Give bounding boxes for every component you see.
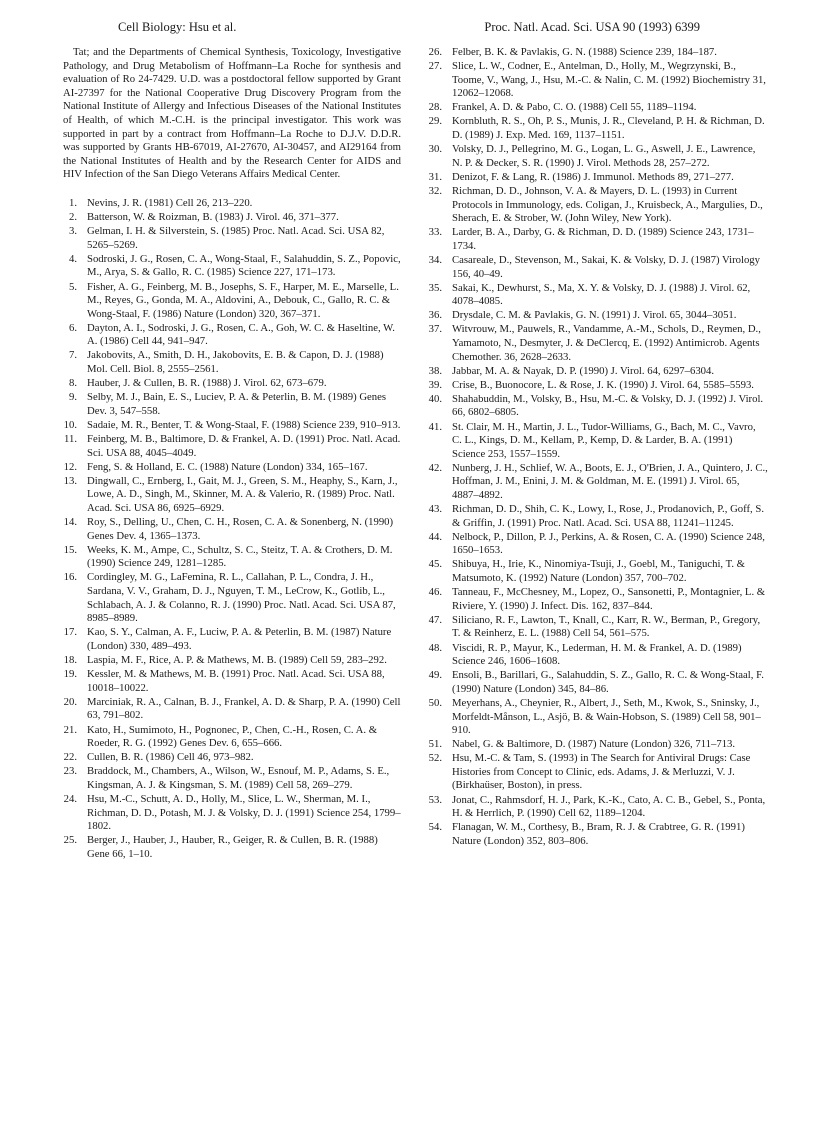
reference-number: 50. [428, 696, 442, 709]
reference-text: Laspia, M. F., Rice, A. P. & Mathews, M. B. (1989) Cell 59, 283–292. [87, 654, 387, 667]
reference-number: 2. [68, 211, 77, 224]
reference-entry [428, 393, 768, 420]
reference-text: Dayton, A. I., Sodroski, J. G., Rosen, C. A., Goh, W. C. & Haseltine, W. A. (1986) Cell 44, 941–947. [87, 321, 395, 348]
reference-entry [63, 475, 401, 516]
reference-text: Jonat, C., Rahmsdorf, H. J., Park, K.-K., Cato, A. C. B., Gebel, S., Ponta, H. & Herrlich, P. (1990) Cell 62, 1189–1204. [452, 793, 766, 820]
acknowledgments: Tat; and the Departments of Chemical Synthesis, Toxicology, Investigative Pathology, and Drug Metabolism of Hoffmann–La Roche for synthesis and evaluation of Ro 24-7429. U.D. was a postdoctoral fellow supported by Grant AI-27397 for the National Cooperative Drug Discovery Program from the National Institute of Allergy and Infectious Diseases of the National Institutes of Health, of which M.-C.H. is the principal investigator. This work was supported in part by a contract from Hoffmann–La Roche to D.J.V. D.D.R. was supported by Grants HB-67019, AI-27670, AI-30457, and AI29164 from the National Institutes of Health and by the Research Center for AIDS and HIV Infection of the San Diego Veterans Affairs Medical Center. [63, 46, 401, 181]
reference-entry [63, 253, 401, 280]
reference-number: 26. [428, 46, 442, 58]
reference-text: Nunberg, J. H., Schlief, W. A., Boots, E. J., O'Brien, J. A., Quintero, J. C., Hoffman, J. M., Enini, J. M. & Goldman, M. E. (1991) J. Virol. 65, 4887–4892. [452, 461, 768, 501]
reference-text: Casareale, D., Stevenson, M., Sakai, K. & Volsky, D. J. (1987) Virology 156, 40–49. [452, 253, 760, 280]
reference-entry [63, 211, 401, 225]
reference-entry [63, 626, 401, 653]
reference-entry [428, 101, 768, 115]
reference-entry [63, 834, 401, 861]
reference-text: Hsu, M.-C. & Tam, S. (1993) in The Search for Antiviral Drugs: Case Histories from Concept to Clinic, eds. Adams, J. & Merluzzi, V. J. (Birkhaüser, Boston), in press. [452, 752, 751, 792]
reference-entry [428, 365, 768, 379]
reference-number: 11. [64, 433, 77, 446]
reference-entry [63, 571, 401, 625]
running-header [118, 20, 700, 36]
reference-text: Denizot, F. & Lang, R. (1986) J. Immunol. Methods 89, 271–277. [452, 170, 734, 183]
reference-text: Jakobovits, A., Smith, D. H., Jakobovits, E. B. & Capon, D. J. (1988) Mol. Cell. Biol. 8, 2555–2561. [87, 349, 384, 376]
reference-number: 15. [63, 543, 77, 556]
reference-entry [63, 377, 401, 391]
reference-number: 25. [63, 834, 77, 847]
reference-entry [428, 226, 768, 253]
reference-entry [428, 309, 768, 323]
reference-entry [428, 46, 768, 60]
reference-number: 22. [63, 751, 77, 764]
reference-number: 30. [428, 143, 442, 156]
reference-entry [63, 668, 401, 695]
reference-entry [63, 433, 401, 460]
reference-entry [63, 654, 401, 668]
reference-text: Cordingley, M. G., LaFemina, R. L., Callahan, P. L., Condra, J. H., Sardana, V. V., Graham, D. J., Nguyen, T. M., LeCrow, K., Gotlib, L., Schlabach, A. J. & Colanno, R. J. (1990) Proc. Natl. Acad. Sci. USA 87, 8985–8989. [87, 571, 396, 625]
reference-text: Sakai, K., Dewhurst, S., Ma, X. Y. & Volsky, D. J. (1988) J. Virol. 62, 4078–4085. [452, 281, 751, 308]
reference-text: Selby, M. J., Bain, E. S., Luciev, P. A. & Peterlin, B. M. (1989) Genes Dev. 3, 547–558. [87, 391, 387, 417]
reference-entry [63, 197, 401, 211]
reference-number: 49. [428, 669, 442, 682]
reference-number: 14. [63, 516, 77, 529]
reference-entry [428, 462, 768, 503]
reference-number: 8. [68, 377, 77, 390]
reference-entry [63, 793, 401, 834]
reference-text: Nevins, J. R. (1981) Cell 26, 213–220. [87, 196, 253, 209]
reference-entry [428, 185, 768, 226]
reference-text: Ensoli, B., Barillari, G., Salahuddin, S. Z., Gallo, R. C. & Wong-Staal, F. (1990) Nature (London) 345, 84–86. [452, 669, 764, 695]
reference-number: 54. [428, 821, 442, 834]
reference-number: 32. [428, 184, 442, 197]
reference-number: 19. [63, 668, 77, 681]
reference-entry [63, 349, 401, 376]
reference-number: 51. [428, 738, 442, 751]
reference-entry [63, 765, 401, 792]
reference-number: 52. [428, 752, 442, 765]
reference-number: 17. [63, 626, 77, 639]
reference-entry [428, 558, 768, 585]
reference-text: Shahabuddin, M., Volsky, B., Hsu, M.-C. & Volsky, D. J. (1992) J. Virol. 66, 6802–6805. [452, 392, 764, 419]
reference-number: 39. [428, 378, 442, 391]
reference-entry [428, 531, 768, 558]
reference-number: 38. [428, 364, 442, 377]
reference-number: 31. [428, 170, 442, 183]
reference-number: 21. [63, 723, 77, 736]
reference-list-left [63, 197, 401, 862]
reference-number: 53. [428, 793, 442, 806]
reference-text: Slice, L. W., Codner, E., Antelman, D., Holly, M., Wegrzynski, B., Toome, V., Wang, J., Hsu, M.-C. & Nalin, C. M. (1992) Biochemistry 31, 12062–12068. [452, 60, 766, 100]
reference-number: 29. [428, 115, 442, 128]
reference-text: Dingwall, C., Ernberg, I., Gait, M. J., Green, S. M., Heaphy, S., Karn, J., Lowe, A. D., Singh, M., Skinner, M. A. & Valerio, R. (1989) Proc. Natl. Acad. Sci. USA 86, 6925–6929. [87, 474, 398, 514]
reference-entry [63, 544, 401, 571]
reference-text: Viscidi, R. P., Mayur, K., Lederman, H. M. & Frankel, A. D. (1989) Science 246, 1606–1608. [452, 641, 742, 668]
reference-number: 41. [428, 420, 442, 433]
header-journal-citation: Proc. Natl. Acad. Sci. USA 90 (1993) 6399 [484, 20, 700, 34]
reference-entry [428, 171, 768, 185]
reference-entry [428, 642, 768, 669]
reference-text: Hauber, J. & Cullen, B. R. (1988) J. Virol. 62, 673–679. [87, 377, 327, 390]
reference-number: 43. [428, 503, 442, 516]
reference-entry [428, 503, 768, 530]
reference-entry [63, 225, 401, 252]
reference-number: 20. [63, 695, 77, 708]
reference-number: 7. [68, 349, 77, 362]
reference-entry [63, 751, 401, 765]
reference-entry [428, 586, 768, 613]
reference-entry [63, 322, 401, 349]
reference-text: Flanagan, W. M., Corthesy, B., Bram, R. J. & Crabtree, G. R. (1991) Nature (London) 352, 803–806. [452, 821, 745, 847]
reference-text: Sadaie, M. R., Benter, T. & Wong-Staal, F. (1988) Science 239, 910–913. [87, 418, 401, 431]
reference-text: Cullen, B. R. (1986) Cell 46, 973–982. [87, 751, 254, 764]
reference-entry [428, 669, 768, 696]
reference-text: Frankel, A. D. & Pabo, C. O. (1988) Cell 55, 1189–1194. [452, 101, 697, 114]
reference-text: Richman, D. D., Shih, C. K., Lowy, I., Rose, J., Prodanovich, P., Goff, S. & Griffin, J. (1991) Proc. Natl. Acad. Sci. USA 88, 11241–11245. [452, 503, 765, 529]
reference-text: Weeks, K. M., Ampe, C., Schultz, S. C., Steitz, T. A. & Crothers, D. M. (1990) Science 249, 1281–1285. [87, 543, 393, 570]
reference-number: 24. [63, 792, 77, 805]
reference-text: Feng, S. & Holland, E. C. (1988) Nature (London) 334, 165–167. [87, 460, 368, 473]
reference-entry [63, 724, 401, 751]
reference-text: Braddock, M., Chambers, A., Wilson, W., Esnouf, M. P., Adams, S. E., Kingsman, A. J. & Kingsman, S. M. (1989) Cell 58, 269–279. [87, 765, 390, 791]
reference-text: Kato, H., Sumimoto, H., Pognonec, P., Chen, C.-H., Rosen, C. A. & Roeder, R. G. (1992) Genes Dev. 6, 655–666. [87, 723, 378, 750]
reference-text: Jabbar, M. A. & Nayak, D. P. (1990) J. Virol. 64, 6297–6304. [452, 364, 715, 377]
reference-number: 48. [428, 641, 442, 654]
reference-text: Meyerhans, A., Cheynier, R., Albert, J., Seth, M., Kwok, S., Sninsky, J., Morfeldt-Månson, L., Asjö, B. & Wain-Hobson, S. (1989) Cell 58, 901–910. [452, 696, 761, 737]
left-column [63, 46, 401, 862]
reference-number: 33. [428, 226, 442, 239]
reference-text: Nelbock, P., Dillon, P. J., Perkins, A. & Rosen, C. A. (1990) Science 248, 1650–1653. [452, 530, 765, 557]
reference-text: Kornbluth, R. S., Oh, P. S., Munis, J. R., Cleveland, P. H. & Richman, D. D. (1989) J. Exp. Med. 169, 1137–1151. [452, 115, 765, 142]
reference-number: 36. [428, 309, 442, 322]
reference-entry [63, 391, 401, 418]
reference-text: Larder, B. A., Darby, G. & Richman, D. D. (1989) Science 243, 1731–1734. [452, 226, 754, 252]
reference-text: Volsky, D. J., Pellegrino, M. G., Logan, L. G., Aswell, J. E., Lawrence, N. P. & Decker, S. R. (1990) J. Virol. Methods 28, 257–272. [452, 143, 756, 169]
reference-entry [63, 419, 401, 433]
reference-number: 34. [428, 253, 442, 266]
reference-number: 13. [63, 474, 77, 487]
reference-text: Batterson, W. & Roizman, B. (1983) J. Virol. 46, 371–377. [87, 211, 339, 224]
reference-entry [428, 421, 768, 462]
reference-entry [428, 697, 768, 738]
reference-text: Marciniak, R. A., Calnan, B. J., Frankel, A. D. & Sharp, P. A. (1990) Cell 63, 791–802. [87, 695, 401, 722]
reference-number: 18. [63, 654, 77, 667]
reference-text: Richman, D. D., Johnson, V. A. & Mayers, D. L. (1993) in Current Protocols in Immunology, eds. Coligan, J., Kruisbeck, A., Margulies, D., Sherach, E. & Strober, W. (John Wiley, New York). [452, 184, 763, 225]
reference-number: 5. [68, 280, 77, 293]
reference-text: Feinberg, M. B., Baltimore, D. & Frankel, A. D. (1991) Proc. Natl. Acad. Sci. USA 88, 4045–4049. [87, 433, 401, 459]
reference-list-right [428, 46, 768, 848]
reference-entry [63, 696, 401, 723]
reference-text: Witvrouw, M., Pauwels, R., Vandamme, A.-M., Schols, D., Reymen, D., Yamamoto, N., Desmyter, J. & DeClercq, E. (1992) Antimicrob. Agents Chemother. 36, 2628–2633. [452, 323, 761, 363]
reference-number: 3. [68, 225, 77, 238]
reference-entry [428, 738, 768, 752]
reference-text: St. Clair, M. H., Martin, J. L., Tudor-Williams, G., Bach, M. C., Vavro, C. L., Kings, D. M., Kellam, P., Kemp, D. & Larder, B. A. (1991) Science 253, 1557–1559. [452, 420, 756, 460]
reference-text: Shibuya, H., Irie, K., Ninomiya-Tsuji, J., Goebl, M., Taniguchi, T. & Matsumoto, K. (1992) Nature (London) 357, 700–702. [452, 558, 745, 585]
reference-entry [428, 614, 768, 641]
reference-text: Felber, B. K. & Pavlakis, G. N. (1988) Science 239, 184–187. [452, 46, 717, 58]
reference-text: Drysdale, C. M. & Pavlakis, G. N. (1991) J. Virol. 65, 3044–3051. [452, 309, 737, 322]
reference-number: 44. [428, 530, 442, 543]
reference-number: 23. [63, 765, 77, 778]
reference-text: Sodroski, J. G., Rosen, C. A., Wong-Staal, F., Salahuddin, S. Z., Popovic, M., Arya, S. & Gallo, R. C. (1985) Science 227, 171–173. [87, 252, 401, 279]
reference-text: Tanneau, F., McChesney, M., Lopez, O., Sansonetti, P., Montagnier, L. & Riviere, Y. (1990) J. Infect. Dis. 162, 837–844. [452, 586, 766, 612]
reference-number: 10. [63, 418, 77, 431]
reference-number: 12. [63, 460, 77, 473]
reference-number: 40. [428, 392, 442, 405]
reference-number: 37. [428, 323, 442, 336]
reference-entry [428, 379, 768, 393]
reference-number: 27. [428, 60, 442, 73]
reference-entry [63, 281, 401, 322]
reference-entry [63, 516, 401, 543]
reference-number: 1. [68, 196, 77, 209]
reference-text: Crise, B., Buonocore, L. & Rose, J. K. (1990) J. Virol. 64, 5585–5593. [452, 378, 754, 391]
reference-text: Kao, S. Y., Calman, A. F., Luciw, P. A. & Peterlin, B. M. (1987) Nature (London) 330, 489–493. [87, 626, 392, 652]
reference-text: Roy, S., Delling, U., Chen, C. H., Rosen, C. A. & Sonenberg, N. (1990) Genes Dev. 4, 1365–1373. [87, 516, 394, 542]
reference-entry [428, 115, 768, 142]
reference-number: 42. [428, 461, 442, 474]
reference-entry [428, 143, 768, 170]
reference-entry [428, 323, 768, 364]
reference-text: Fisher, A. G., Feinberg, M. B., Josephs, S. F., Harper, M. E., Marselle, L. M., Reyes, G., Gonda, M. A., Aldovini, A., Debouk, C., Gallo, R. C. & Wong-Staal, F. (1986) Nature (London) 320, 367–371. [87, 280, 399, 320]
reference-entry [428, 794, 768, 821]
reference-number: 45. [428, 558, 442, 571]
reference-entry [63, 461, 401, 475]
reference-entry [428, 821, 768, 848]
reference-text: Siliciano, R. F., Lawton, T., Knall, C., Karr, R. W., Berman, P., Gregory, T. & Reinherz, E. L. (1988) Cell 54, 561–575. [452, 613, 761, 640]
reference-text: Nabel, G. & Baltimore, D. (1987) Nature (London) 326, 711–713. [452, 738, 736, 751]
reference-text: Gelman, I. H. & Silverstein, S. (1985) Proc. Natl. Acad. Sci. USA 82, 5265–5269. [87, 225, 385, 251]
reference-text: Berger, J., Hauber, J., Hauber, R., Geiger, R. & Cullen, B. R. (1988) Gene 66, 1–10. [87, 834, 378, 860]
reference-number: 4. [68, 252, 77, 265]
reference-number: 35. [428, 281, 442, 294]
reference-number: 28. [428, 101, 442, 114]
reference-number: 46. [428, 586, 442, 599]
reference-entry [428, 752, 768, 793]
reference-entry [428, 254, 768, 281]
reference-text: Kessler, M. & Mathews, M. B. (1991) Proc. Natl. Acad. Sci. USA 88, 10018–10022. [87, 668, 385, 694]
reference-entry [428, 282, 768, 309]
right-column [428, 46, 768, 849]
header-section-authors: Cell Biology: Hsu et al. [118, 20, 237, 34]
reference-number: 16. [63, 571, 77, 584]
reference-text: Hsu, M.-C., Schutt, A. D., Holly, M., Slice, L. W., Sherman, M. I., Richman, D. D., Potash, M. J. & Volsky, D. J. (1991) Science 254, 1799–1802. [87, 792, 401, 833]
reference-number: 9. [68, 391, 77, 404]
reference-number: 6. [68, 321, 77, 334]
reference-entry [428, 60, 768, 101]
reference-number: 47. [428, 613, 442, 626]
